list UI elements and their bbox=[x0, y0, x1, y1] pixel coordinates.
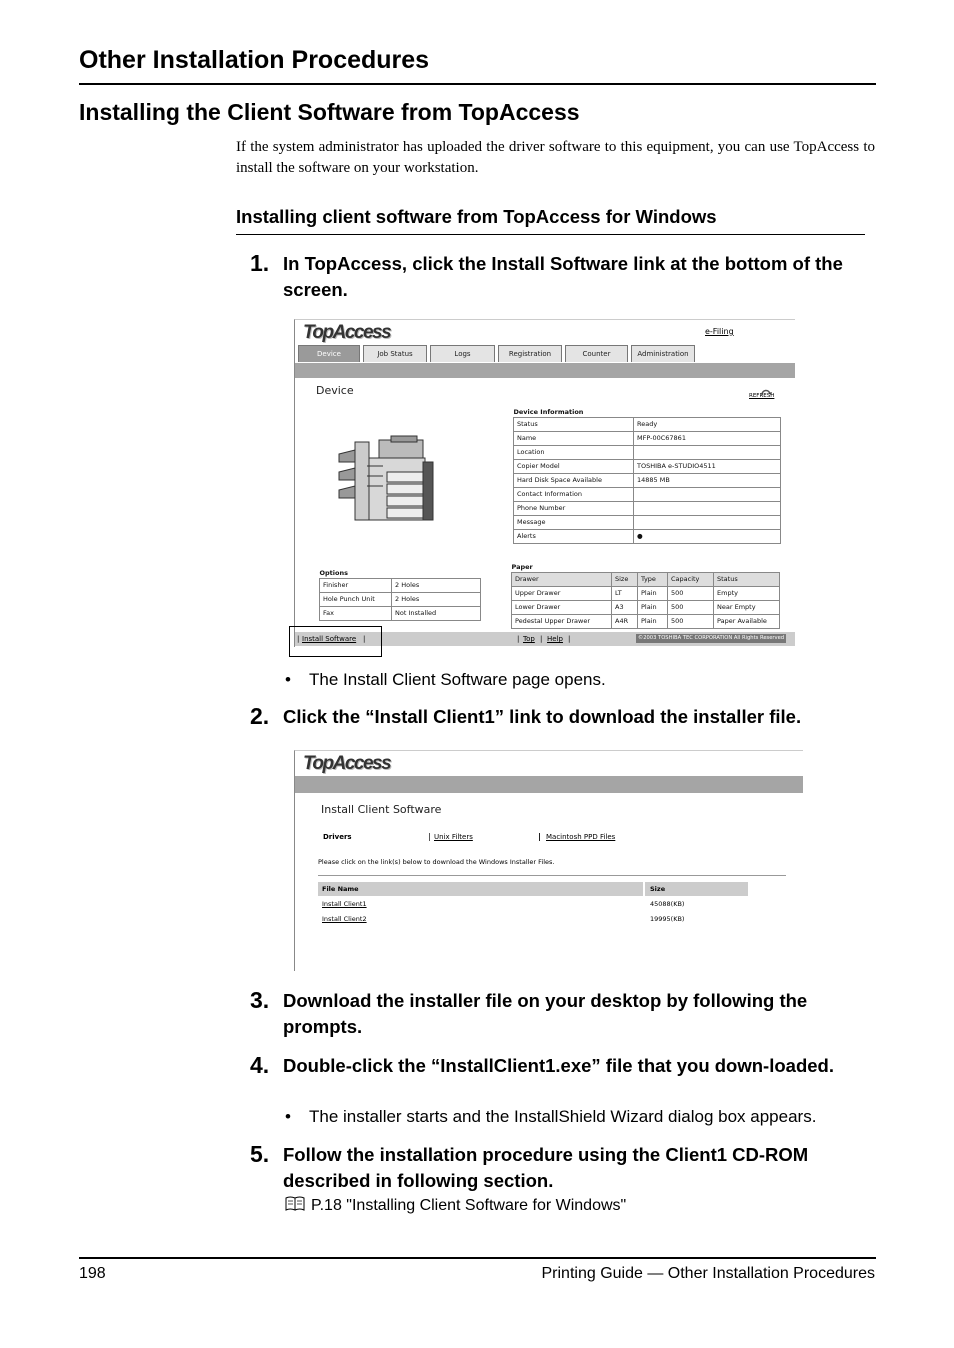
install-client2-link[interactable]: Install Client2 bbox=[322, 915, 367, 923]
paper-cell: 500 bbox=[668, 600, 714, 614]
paper-cell: Plain bbox=[638, 586, 668, 600]
file-size: 45088(KB) bbox=[650, 900, 685, 908]
option-value: Not Installed bbox=[392, 606, 481, 620]
tab-logs[interactable]: Logs bbox=[430, 345, 495, 362]
refresh-icon[interactable] bbox=[757, 382, 775, 392]
paper-cell: Empty bbox=[714, 586, 780, 600]
page-title: Installing the Client Software from TopAccess bbox=[79, 99, 580, 125]
info-label: Contact Information bbox=[514, 487, 634, 501]
subsection-title: Installing client software from TopAccess for Windows bbox=[236, 206, 717, 227]
bar-separator: | bbox=[517, 635, 520, 643]
info-label: Hard Disk Space Available bbox=[514, 473, 634, 487]
bar-separator: | bbox=[568, 635, 571, 643]
section-title: Other Installation Procedures bbox=[79, 46, 430, 74]
refresh-link[interactable]: REFRESH bbox=[749, 393, 775, 399]
paper-cell: LT bbox=[612, 586, 638, 600]
option-value: 2 Holes bbox=[392, 592, 481, 606]
step-bullet: The installer starts and the InstallShield Wizard dialog box appears. bbox=[309, 1107, 817, 1126]
info-value: 14885 MB bbox=[634, 473, 781, 487]
bullet-icon: • bbox=[285, 670, 291, 689]
paper-cell: Upper Drawer bbox=[512, 586, 612, 600]
page-number: 198 bbox=[79, 1265, 106, 1282]
paper-cell: Near Empty bbox=[714, 600, 780, 614]
tab-macintosh-ppd[interactable]: Macintosh PPD Files bbox=[546, 833, 616, 841]
help-link[interactable]: Help bbox=[547, 635, 563, 643]
info-label: Alerts bbox=[514, 529, 634, 543]
step-text: In TopAccess, click the Install Software link at the bottom of the screen. bbox=[283, 253, 843, 300]
install-client1-link[interactable]: Install Client1 bbox=[322, 900, 367, 908]
file-name-header: File Name bbox=[318, 882, 643, 896]
info-value: MFP-00C67861 bbox=[634, 431, 781, 445]
cross-reference[interactable] bbox=[285, 1196, 626, 1216]
info-label: Name bbox=[514, 431, 634, 445]
option-label: Hole Punch Unit bbox=[320, 592, 392, 606]
step-bullet: The Install Client Software page opens. bbox=[309, 670, 606, 689]
tab-drivers[interactable]: Drivers bbox=[323, 833, 352, 841]
info-value bbox=[634, 487, 781, 501]
device-info-table bbox=[513, 408, 781, 544]
step-number: 1. bbox=[250, 250, 270, 276]
info-label: Copier Model bbox=[514, 459, 634, 473]
top-link[interactable]: Top bbox=[523, 635, 535, 643]
tab-separator: | bbox=[428, 832, 431, 841]
footer-title: Printing Guide — Other Installation Procedures bbox=[541, 1265, 875, 1282]
step-text: Click the “Install Client1” link to download the installer file. bbox=[283, 706, 802, 727]
tab-job-status[interactable]: Job Status bbox=[363, 345, 427, 362]
step-text: Follow the installation procedure using the Client1 CD-ROM described in following section. bbox=[283, 1144, 809, 1191]
paper-cell: A3 bbox=[612, 600, 638, 614]
option-value: 2 Holes bbox=[392, 578, 481, 592]
nav-band bbox=[295, 776, 803, 793]
option-label: Finisher bbox=[320, 578, 392, 592]
paper-cell: Lower Drawer bbox=[512, 600, 612, 614]
book-icon bbox=[285, 1196, 305, 1216]
size-header: Size bbox=[645, 882, 748, 896]
paper-title: Paper bbox=[512, 563, 780, 572]
file-size: 19995(KB) bbox=[650, 915, 685, 923]
reference-text: P.18 "Installing Client Software for Windows" bbox=[311, 1197, 627, 1214]
option-label: Fax bbox=[320, 606, 392, 620]
device-info-title: Device Information bbox=[514, 408, 781, 417]
info-value bbox=[634, 501, 781, 515]
instruction-text: Please click on the link(s) below to download the Windows Installer Files. bbox=[318, 858, 555, 866]
tab-administration[interactable]: Administration bbox=[631, 345, 695, 362]
paper-header: Status bbox=[714, 572, 780, 586]
step-number: 5. bbox=[250, 1141, 270, 1167]
step-text: Double-click the “InstallClient1.exe” file that you down-loaded. bbox=[283, 1055, 834, 1076]
paper-cell: Plain bbox=[638, 600, 668, 614]
install-software-highlight bbox=[289, 626, 382, 657]
efiling-link[interactable]: e-Filing bbox=[705, 327, 734, 336]
bar-separator: | bbox=[363, 635, 366, 643]
info-label: Status bbox=[514, 417, 634, 431]
step-number: 3. bbox=[250, 987, 270, 1013]
step-text: Download the installer file on your desktop by following the prompts. bbox=[283, 990, 808, 1037]
footer-rule bbox=[79, 1257, 876, 1259]
divider bbox=[318, 875, 786, 876]
info-value: TOSHIBA e-STUDIO4511 bbox=[634, 459, 781, 473]
paper-cell: 500 bbox=[668, 586, 714, 600]
install-software-link[interactable]: Install Software bbox=[302, 635, 357, 643]
paper-cell: 500 bbox=[668, 614, 714, 628]
info-value: Ready bbox=[634, 417, 781, 431]
paper-table bbox=[511, 563, 780, 629]
tab-device[interactable]: Device bbox=[298, 345, 360, 362]
header-rule bbox=[79, 83, 876, 85]
tab-separator: | bbox=[538, 832, 541, 841]
info-label: Message bbox=[514, 515, 634, 529]
info-value bbox=[634, 445, 781, 459]
options-title: Options bbox=[320, 569, 481, 578]
paper-header: Type bbox=[638, 572, 668, 586]
tab-counter[interactable]: Counter bbox=[565, 345, 628, 362]
tab-unix-filters[interactable]: Unix Filters bbox=[434, 833, 473, 841]
paper-cell: Paper Available bbox=[714, 614, 780, 628]
info-label: Location bbox=[514, 445, 634, 459]
topaccess-logo: TopAccess bbox=[303, 753, 391, 774]
bar-separator: | bbox=[540, 635, 543, 643]
bar-separator: | bbox=[297, 635, 300, 643]
install-client-screenshot bbox=[294, 750, 803, 971]
paper-header: Drawer bbox=[512, 572, 612, 586]
paper-header: Capacity bbox=[668, 572, 714, 586]
intro-paragraph: If the system administrator has uploaded the driver software to this equipment, you can use TopAccess to install the software on your workstation. bbox=[236, 139, 875, 176]
tab-registration[interactable]: Registration bbox=[498, 345, 562, 362]
options-table bbox=[319, 569, 481, 621]
nav-band bbox=[295, 363, 795, 378]
info-value: ● bbox=[634, 529, 781, 543]
copier-image bbox=[335, 432, 435, 526]
subsection-rule bbox=[236, 234, 865, 235]
paper-cell: Pedestal Upper Drawer bbox=[512, 614, 612, 628]
copyright: ©2003 TOSHIBA TEC CORPORATION All Rights Reserved bbox=[638, 635, 785, 641]
step-number: 2. bbox=[250, 703, 270, 729]
paper-cell: Plain bbox=[638, 614, 668, 628]
info-value bbox=[634, 515, 781, 529]
topaccess-logo: TopAccess bbox=[303, 322, 391, 343]
step-number: 4. bbox=[250, 1052, 270, 1078]
paper-cell: A4R bbox=[612, 614, 638, 628]
install-page-title: Install Client Software bbox=[321, 803, 442, 816]
info-label: Phone Number bbox=[514, 501, 634, 515]
device-page-title: Device bbox=[316, 384, 354, 397]
paper-header: Size bbox=[612, 572, 638, 586]
topaccess-device-screenshot bbox=[294, 319, 795, 647]
bullet-icon: • bbox=[285, 1107, 291, 1126]
